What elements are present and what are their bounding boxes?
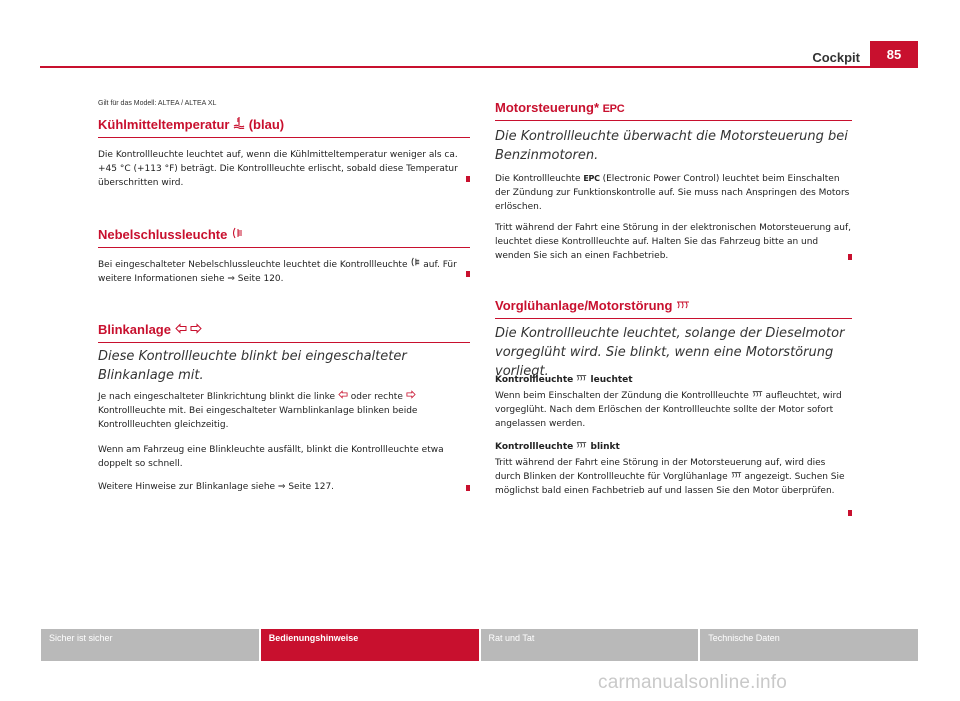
rear-fog-light-icon — [231, 227, 243, 242]
indicator-text-1: Je nach eingeschalteter Blinkrichtung blinkt die linke oder rechte Kontrollleuchte mit. Bei eingeschalteter Warnblinkanlage blinken beide Kontrollleuchten gleichzeitig. — [98, 392, 418, 430]
indicator-text-3: Weitere Hinweise zur Blinkanlage siehe ⇒ Seite 127. — [98, 482, 335, 492]
glow-subheading-blink: Kontrollleuchte blinkt — [495, 442, 620, 452]
turn-left-arrow-icon — [175, 323, 187, 337]
page-number: 85 — [870, 41, 918, 68]
coolant-text: Die Kontrollleuchte leuchtet auf, wenn die Kühlmitteltemperatur weniger als ca. +45 °C (+113 °F) beträgt. Die Kontrollleuchte erlischt, sobald diese Temperatur überschritten wird. — [98, 150, 458, 188]
epc-icon: EPC — [602, 103, 625, 115]
epc-icon: EPC — [583, 174, 600, 183]
footer-tab-advice[interactable]: Rat und Tat — [481, 629, 699, 661]
engine-text-1: Die Kontrollleuchte EPC (Electronic Power Control) leuchtet beim Einschalten der Zündung zur Funktionskontrolle auf. Sie muss nach Anspringen des Motors erlöschen. — [495, 174, 850, 212]
footer-tab-technical-data[interactable]: Technische Daten — [700, 629, 918, 661]
applies-to: Gilt für das Modell: ALTEA / ALTEA XL — [98, 100, 217, 107]
indicator-text-2: Wenn am Fahrzeug eine Blinkleuchte ausfällt, blinkt die Kontrollleuchte etwa doppelt so schnell. — [98, 445, 444, 469]
footer-nav — [41, 629, 918, 661]
glow-lead: Die Kontrollleuchte leuchtet, solange der Dieselmotor vorgeglüht wird. Sie blinkt, wenn eine Motorstörung vorliegt. — [495, 326, 845, 379]
glow-plug-icon — [752, 389, 763, 403]
glow-plug-icon — [676, 300, 690, 313]
glow-subheading-on: Kontrollleuchte leuchtet — [495, 375, 633, 385]
rear-fog-light-icon — [410, 257, 420, 272]
glow-text-1: Wenn beim Einschalten der Zündung die Kontrollleuchte aufleuchtet, wird vorgeglüht. Nach dem Erlöschen der Kontrollleuchte sollte der Motor sofort angelassen werden. — [495, 391, 842, 429]
section-title: Cockpit — [812, 50, 860, 65]
glow-text-2: Tritt während der Fahrt eine Störung in der Motorsteuerung auf, wird dies durch Blinken der Kontrollleuchte für Vorglühanlage angezeigt. Suchen Sie möglichst bald einen Fachbetrieb auf und lassen Sie den Motor überprüfen. — [495, 458, 845, 496]
glow-heading: Vorglühanlage/Motorstörung — [495, 298, 852, 319]
glow-plug-icon — [576, 441, 587, 452]
coolant-temperature-icon — [233, 116, 245, 132]
section-end-mark — [466, 485, 470, 491]
section-end-mark — [848, 510, 852, 516]
fog-text: Bei eingeschalteter Nebelschlussleuchte leuchtet die Kontrollleuchte auf. Für weitere Informationen siehe ⇒ Seite 120. — [98, 257, 470, 286]
turn-right-arrow-icon — [406, 390, 416, 404]
engine-text-2: Tritt während der Fahrt eine Störung in der elektronischen Motorsteuerung auf, leuchtet diese Kontrollleuchte auf. Halten Sie das Fahrzeug bitte an und wenden Sie sich an einen Fachbetrieb. — [495, 223, 852, 261]
indicator-lead: Diese Kontrollleuchte blinkt bei eingeschalteter Blinkanlage mit. — [98, 349, 407, 383]
glow-plug-icon — [731, 470, 742, 484]
header-rule — [40, 66, 918, 68]
coolant-heading: Kühlmitteltemperatur (blau) — [98, 116, 470, 138]
glow-plug-icon — [576, 374, 587, 385]
section-end-mark — [466, 271, 470, 277]
indicator-heading: Blinkanlage — [98, 322, 470, 343]
engine-heading: Motorsteuerung* EPC — [495, 100, 852, 121]
footer-tab-safety[interactable]: Sicher ist sicher — [41, 629, 259, 661]
section-end-mark — [466, 176, 470, 182]
turn-right-arrow-icon — [190, 323, 202, 337]
section-end-mark — [848, 254, 852, 260]
watermark: carmanualsonline.info — [598, 672, 788, 693]
fog-heading: Nebelschlussleuchte — [98, 227, 470, 248]
engine-lead: Die Kontrollleuchte überwacht die Motorsteuerung bei Benzinmotoren. — [495, 129, 848, 163]
footer-tab-operation[interactable]: Bedienungshinweise — [261, 629, 479, 661]
turn-left-arrow-icon — [338, 390, 348, 404]
